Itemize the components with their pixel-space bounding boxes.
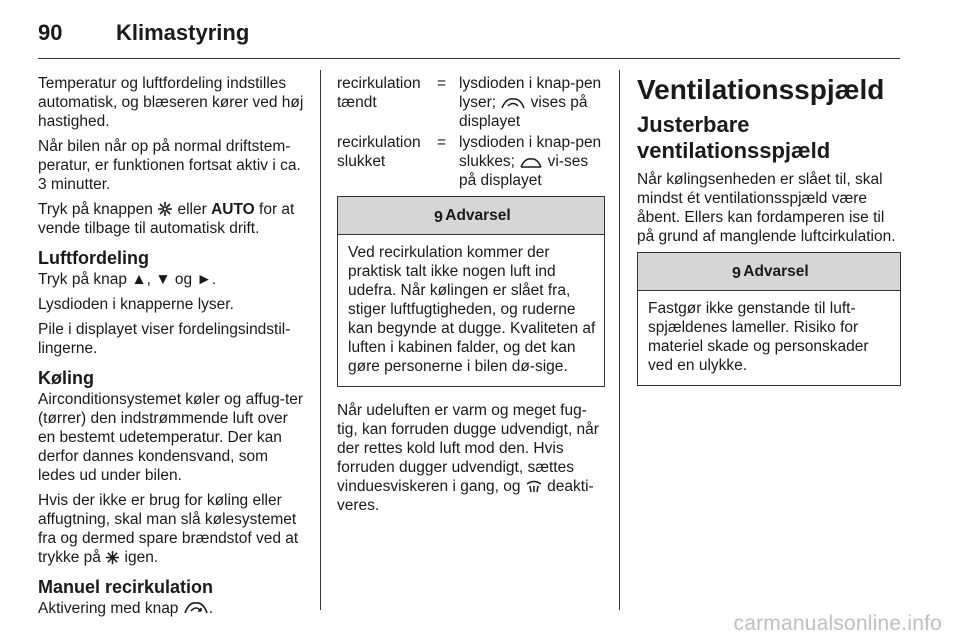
column-divider-2 — [619, 70, 620, 610]
page-title: Klimastyring — [116, 20, 250, 45]
defrost-icon — [525, 478, 543, 494]
recirculation-icon — [183, 601, 209, 616]
column-left — [38, 74, 306, 624]
auto-keyword: AUTO — [211, 201, 255, 218]
snowflake-icon — [105, 550, 120, 565]
recirculation-off-icon — [519, 156, 543, 169]
paragraph-ac-cooling: Airconditionsystemet køler og affug-ter (tørrer) den indstrømmende luft over en bestemt udetemperatur. Der kan derfor dannes kondensvand, som ledes ud under bilen. — [38, 391, 304, 484]
svg-text:9: 9 — [732, 264, 742, 280]
column-middle — [337, 74, 605, 521]
paragraph-arrow-buttons: Tryk på knap ▲, ▼ og ►. — [38, 271, 217, 288]
warning-box-vents — [637, 252, 901, 386]
paragraph-auto-intro: Temperatur og luftfordeling indstilles automatisk, og blæseren kører ved høj hastighed. — [38, 75, 304, 130]
warning-header: 9 Advarsel — [638, 253, 900, 291]
paragraph-led: Lysdioden i knapperne lyser. — [38, 296, 234, 313]
svg-text:9: 9 — [434, 208, 444, 224]
paragraph-activation: Aktivering med knap . — [38, 600, 214, 617]
paragraph-vent-open: Når kølingsenheden er slået til, skal mindst ét ventilationsspjæld være åbent. Ellers kan fordamperen ise til på grund af manglende luftcirkulation. — [637, 171, 896, 245]
column-right — [637, 74, 901, 400]
watermark: carmanualsonline.info — [733, 612, 942, 635]
heading-luftfordeling: Luftfordeling — [38, 248, 149, 268]
paragraph-windshield-fog: Når udeluften er varm og meget fug-tig, kan forruden dugge udvendigt, når der rettes kold luft mod den. Hvis forruden dugger udvendigt, sættes vinduesviskeren i gang, og deakti-veres. — [337, 402, 599, 514]
page-number: 90 — [38, 20, 63, 45]
warning-icon — [431, 208, 445, 224]
warning-icon — [729, 264, 743, 280]
warning-header: 9 Advarsel — [338, 197, 604, 235]
fan-icon — [157, 201, 173, 217]
page-header — [38, 20, 249, 46]
warning-text: Fastgør ikke genstande til luft-spjældenes lameller. Risiko for materiel skade og personskader ved en ulykke. — [648, 300, 869, 374]
paragraph-return-auto: Tryk på knappen eller AUTO for at vende tilbage til automatisk drift. — [38, 201, 295, 237]
heading-ventilationsspjaeld: Ventilationsspjæld — [637, 74, 885, 105]
warning-text: Ved recirkulation kommer der praktisk talt ikke nogen luft ind udefra. Når kølingen er slået fra, stiger luftfugtigheden, og ruderne kan begynde at dugge. Kvaliteten af luften i kabinen falder, og det kan gøre personerne i bilen dø-sige. — [348, 244, 596, 375]
heading-koling: Køling — [38, 368, 94, 388]
column-divider-1 — [320, 70, 321, 610]
warning-box-recirculation — [337, 196, 605, 387]
heading-manuel-recirkulation: Manuel recirkulation — [38, 577, 214, 597]
recirculation-on-icon — [500, 97, 526, 110]
heading-justerbare: Justerbare ventilationsspjæld — [637, 112, 831, 163]
header-divider — [38, 58, 900, 59]
paragraph-operating-temp: Når bilen når op på normal driftstem-peratur, er funktionen fortsat aktiv i ca. 3 minutter. — [38, 138, 301, 193]
definition-recirc-off: recirkulation slukket = lysdioden i knap-pen slukkes; vi-ses på displayet — [337, 134, 602, 189]
definition-recirc-on: recirkulation tændt = lysdioden i knap-pen lyser; vises på displayet — [337, 75, 602, 130]
paragraph-display-arrows: Pile i displayet viser fordelingsindstil-lingerne. — [38, 321, 291, 357]
paragraph-save-fuel: Hvis der ikke er brug for køling eller affugtning, skal man slå kølesystemet fra og dermed spare brændstof ved at trykke på igen. — [38, 492, 299, 566]
